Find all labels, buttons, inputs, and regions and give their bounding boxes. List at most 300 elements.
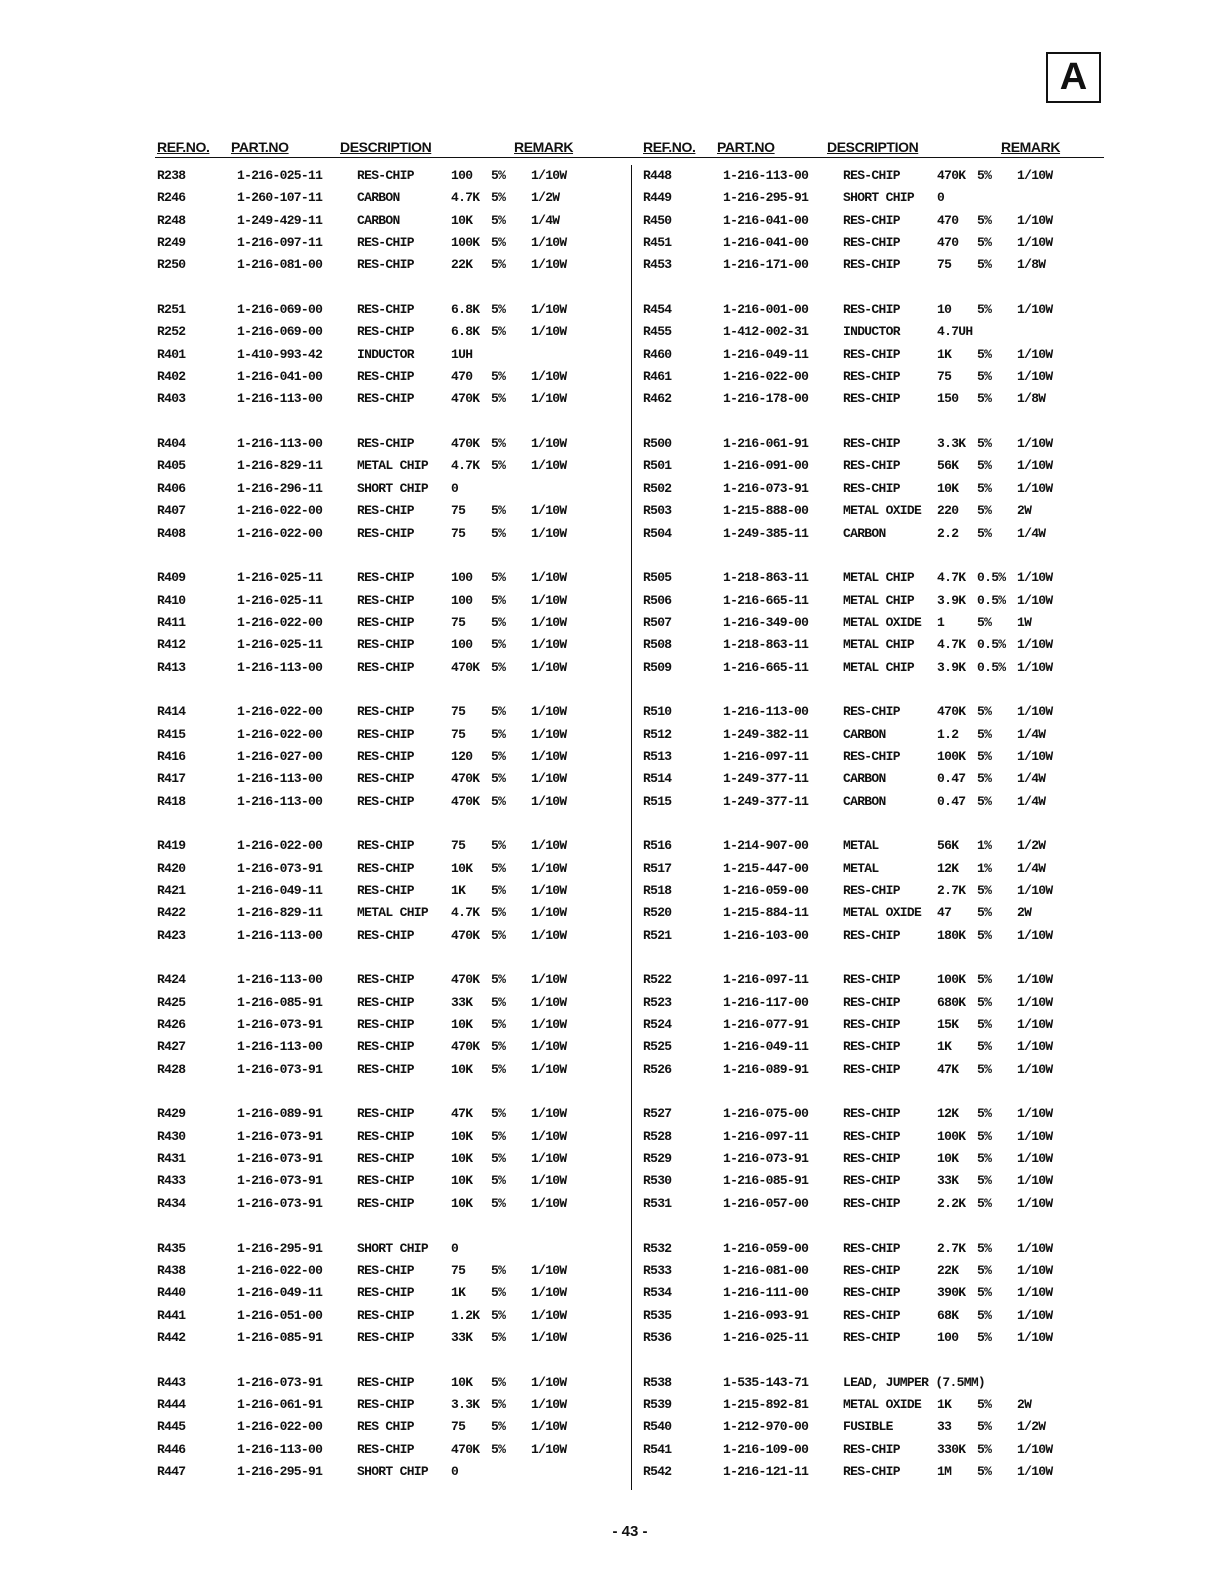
cell-tol: 0.5% xyxy=(977,570,1006,586)
cell-ref: R413 xyxy=(157,659,186,675)
cell-tol: 5% xyxy=(491,1329,506,1345)
cell-part: 1-218-863-11 xyxy=(723,570,809,586)
cell-part: 1-216-001-00 xyxy=(723,302,809,318)
cell-remark: 1/10W xyxy=(1017,570,1053,586)
cell-part: 1-216-109-00 xyxy=(723,1441,809,1457)
cell-tol: 5% xyxy=(491,793,506,809)
cell-desc: METAL OXIDE xyxy=(843,503,922,519)
cell-remark: 1/10W xyxy=(531,972,567,988)
cell-value: 150 xyxy=(937,391,959,407)
cell-ref: R407 xyxy=(157,503,186,519)
cell-tol: 5% xyxy=(977,480,992,496)
cell-value: 4.7UH xyxy=(937,324,973,340)
cell-desc: RES-CHIP xyxy=(357,637,414,653)
cell-desc: METAL CHIP xyxy=(843,637,915,653)
cell-value: 470K xyxy=(451,1039,480,1055)
cell-value: 100K xyxy=(937,1128,966,1144)
cell-part: 1-216-022-00 xyxy=(237,704,323,720)
cell-ref: R409 xyxy=(157,570,186,586)
cell-value: 1 xyxy=(937,614,945,630)
cell-tol: 5% xyxy=(977,726,992,742)
cell-desc: RES-CHIP xyxy=(357,1396,414,1412)
cell-value: 6.8K xyxy=(451,302,480,318)
cell-value: 390K xyxy=(937,1285,966,1301)
cell-remark: 1/10W xyxy=(1017,1173,1053,1189)
cell-value: 68K xyxy=(937,1307,959,1323)
cell-remark: 1/2W xyxy=(1017,838,1046,854)
cell-tol: 1% xyxy=(977,860,992,876)
cell-ref: R512 xyxy=(643,726,672,742)
cell-desc: RES-CHIP xyxy=(843,748,900,764)
cell-remark: 1/10W xyxy=(531,994,567,1010)
cell-remark: 1/4W xyxy=(1017,525,1046,541)
cell-value: 470K xyxy=(451,659,480,675)
cell-part: 1-216-349-00 xyxy=(723,614,809,630)
cell-value: 1K xyxy=(937,1039,952,1055)
cell-tol: 5% xyxy=(977,391,992,407)
cell-desc: RES-CHIP xyxy=(357,972,414,988)
cell-value: 10K xyxy=(451,1195,473,1211)
cell-tol: 5% xyxy=(977,614,992,630)
cell-part: 1-249-429-11 xyxy=(237,212,323,228)
cell-ref: R248 xyxy=(157,212,186,228)
cell-tol: 5% xyxy=(491,1396,506,1412)
cell-desc: RES-CHIP xyxy=(357,570,414,586)
cell-remark: 1/10W xyxy=(531,748,567,764)
cell-remark: 1/10W xyxy=(1017,637,1053,653)
cell-ref: R411 xyxy=(157,614,186,630)
page-section-badge: A xyxy=(1046,52,1101,103)
cell-value: 4.7K xyxy=(937,637,966,653)
cell-part: 1-216-075-00 xyxy=(723,1106,809,1122)
cell-value: 470K xyxy=(451,972,480,988)
cell-desc: RES-CHIP xyxy=(843,1463,900,1479)
cell-tol: 5% xyxy=(491,168,506,183)
cell-tol: 5% xyxy=(491,503,506,519)
cell-tol: 5% xyxy=(491,525,506,541)
cell-desc: CARBON xyxy=(357,190,400,206)
cell-ref: R505 xyxy=(643,570,672,586)
cell-value: 10K xyxy=(451,1128,473,1144)
cell-tol: 5% xyxy=(977,235,992,251)
cell-ref: R404 xyxy=(157,436,186,452)
cell-value: 0 xyxy=(451,480,459,496)
cell-ref: R538 xyxy=(643,1374,672,1390)
cell-remark: 1/10W xyxy=(531,905,567,921)
cell-ref: R502 xyxy=(643,480,672,496)
cell-desc: RES-CHIP xyxy=(843,257,900,273)
cell-tol: 5% xyxy=(977,346,992,362)
cell-value: 10K xyxy=(451,1173,473,1189)
cell-value: 22K xyxy=(937,1262,959,1278)
cell-tol: 5% xyxy=(977,1128,992,1144)
cell-ref: R406 xyxy=(157,480,186,496)
cell-ref: R414 xyxy=(157,704,186,720)
cell-desc: RES-CHIP xyxy=(843,1307,900,1323)
cell-ref: R250 xyxy=(157,257,186,273)
cell-value: 470K xyxy=(451,793,480,809)
cell-ref: R433 xyxy=(157,1173,186,1189)
cell-desc: RES-CHIP xyxy=(843,1329,900,1345)
cell-remark: 1/10W xyxy=(1017,748,1053,764)
cell-ref: R535 xyxy=(643,1307,672,1323)
cell-ref: R506 xyxy=(643,592,672,608)
cell-ref: R408 xyxy=(157,525,186,541)
cell-part: 1-216-085-91 xyxy=(237,1329,323,1345)
cell-desc: RES-CHIP xyxy=(357,793,414,809)
cell-tol: 5% xyxy=(491,1285,506,1301)
cell-ref: R501 xyxy=(643,458,672,474)
cell-ref: R523 xyxy=(643,994,672,1010)
cell-tol: 5% xyxy=(977,503,992,519)
cell-part: 1-215-892-81 xyxy=(723,1396,809,1412)
cell-remark: 1/10W xyxy=(1017,369,1053,385)
cell-tol: 5% xyxy=(491,994,506,1010)
cell-ref: R440 xyxy=(157,1285,186,1301)
cell-desc: RES-CHIP xyxy=(843,480,900,496)
cell-value: 4.7K xyxy=(937,570,966,586)
cell-ref: R448 xyxy=(643,168,672,183)
cell-desc: RES-CHIP xyxy=(357,592,414,608)
cell-value: 10K xyxy=(451,860,473,876)
cell-remark: 1/10W xyxy=(1017,302,1053,318)
cell-value: 470K xyxy=(937,168,966,183)
cell-remark: 1W xyxy=(1017,614,1032,630)
cell-tol: 5% xyxy=(977,302,992,318)
cell-value: 22K xyxy=(451,257,473,273)
cell-value: 470K xyxy=(451,436,480,452)
cell-tol: 5% xyxy=(491,1262,506,1278)
cell-ref: R416 xyxy=(157,748,186,764)
cell-value: 6.8K xyxy=(451,324,480,340)
cell-ref: R449 xyxy=(643,190,672,206)
cell-ref: R524 xyxy=(643,1017,672,1033)
cell-remark: 1/10W xyxy=(1017,592,1053,608)
cell-part: 1-216-121-11 xyxy=(723,1463,809,1479)
cell-tol: 5% xyxy=(977,1017,992,1033)
cell-ref: R454 xyxy=(643,302,672,318)
cell-ref: R445 xyxy=(157,1419,186,1435)
cell-tol: 5% xyxy=(491,1195,506,1211)
cell-tol: 1% xyxy=(977,838,992,854)
cell-ref: R508 xyxy=(643,637,672,653)
cell-desc: RES-CHIP xyxy=(357,168,414,183)
cell-remark: 1/4W xyxy=(531,212,560,228)
cell-part: 1-216-073-91 xyxy=(237,1128,323,1144)
cell-ref: R447 xyxy=(157,1463,186,1479)
cell-value: 0 xyxy=(937,190,945,206)
cell-part: 1-216-025-11 xyxy=(237,570,323,586)
cell-desc: RES-CHIP xyxy=(357,883,414,898)
cell-remark: 1/10W xyxy=(1017,1106,1053,1122)
cell-remark: 1/10W xyxy=(531,1106,567,1122)
cell-tol: 5% xyxy=(491,1374,506,1390)
cell-value: 56K xyxy=(937,838,959,854)
cell-ref: R525 xyxy=(643,1039,672,1055)
cell-ref: R521 xyxy=(643,927,672,943)
cell-part: 1-216-113-00 xyxy=(723,168,809,183)
cell-part: 1-216-022-00 xyxy=(237,726,323,742)
cell-remark: 1/10W xyxy=(1017,1262,1053,1278)
cell-desc: RES-CHIP xyxy=(843,1262,900,1278)
cell-remark: 1/10W xyxy=(1017,1463,1053,1479)
cell-tol: 5% xyxy=(491,614,506,630)
cell-tol: 5% xyxy=(491,637,506,653)
cell-value: 1.2K xyxy=(451,1307,480,1323)
cell-value: 75 xyxy=(937,369,952,385)
cell-remark: 2W xyxy=(1017,503,1032,519)
cell-remark: 1/10W xyxy=(531,1061,567,1077)
cell-ref: R500 xyxy=(643,436,672,452)
cell-ref: R427 xyxy=(157,1039,186,1055)
column-divider xyxy=(631,165,632,1490)
cell-ref: R536 xyxy=(643,1329,672,1345)
cell-value: 2.2K xyxy=(937,1195,966,1211)
cell-desc: RES-CHIP xyxy=(357,503,414,519)
cell-remark: 1/8W xyxy=(1017,257,1046,273)
cell-desc: RES-CHIP xyxy=(357,235,414,251)
cell-part: 1-216-022-00 xyxy=(237,1262,323,1278)
cell-tol: 5% xyxy=(977,1463,992,1479)
cell-ref: R503 xyxy=(643,503,672,519)
header-left-remark: REMARK xyxy=(514,139,574,155)
cell-desc: SHORT CHIP xyxy=(357,1463,429,1479)
cell-remark: 1/10W xyxy=(531,1419,567,1435)
cell-tol: 5% xyxy=(491,659,506,675)
cell-ref: R421 xyxy=(157,883,186,898)
cell-tol: 5% xyxy=(491,927,506,943)
cell-part: 1-216-295-91 xyxy=(237,1240,323,1256)
cell-part: 1-216-025-11 xyxy=(237,637,323,653)
cell-ref: R430 xyxy=(157,1128,186,1144)
cell-ref: R504 xyxy=(643,525,672,541)
cell-tol: 5% xyxy=(977,972,992,988)
cell-tol: 5% xyxy=(491,458,506,474)
cell-desc: RES CHIP xyxy=(357,1419,414,1435)
cell-remark: 1/10W xyxy=(531,168,567,183)
cell-part: 1-216-295-91 xyxy=(237,1463,323,1479)
cell-desc: CARBON xyxy=(843,726,886,742)
cell-ref: R442 xyxy=(157,1329,186,1345)
cell-part: 1-216-073-91 xyxy=(237,1173,323,1189)
cell-remark: 1/10W xyxy=(531,1329,567,1345)
cell-part: 1-216-022-00 xyxy=(237,1419,323,1435)
cell-tol: 5% xyxy=(977,793,992,809)
cell-part: 1-216-097-11 xyxy=(723,972,809,988)
cell-remark: 1/10W xyxy=(1017,1441,1053,1457)
cell-value: 470K xyxy=(451,771,480,787)
cell-ref: R515 xyxy=(643,793,672,809)
cell-desc: RES-CHIP xyxy=(843,1039,900,1055)
cell-remark: 1/10W xyxy=(1017,972,1053,988)
cell-tol: 0.5% xyxy=(977,659,1006,675)
cell-desc: RES-CHIP xyxy=(357,436,414,452)
cell-tol: 5% xyxy=(977,1419,992,1435)
cell-value: 75 xyxy=(451,704,466,720)
cell-part: 1-216-829-11 xyxy=(237,905,323,921)
cell-value: 0.47 xyxy=(937,771,966,787)
cell-part: 1-216-097-11 xyxy=(723,1128,809,1144)
cell-ref: R410 xyxy=(157,592,186,608)
cell-desc: RES-CHIP xyxy=(843,972,900,988)
cell-desc: RES-CHIP xyxy=(843,704,900,720)
cell-part: 1-216-051-00 xyxy=(237,1307,323,1323)
cell-desc: RES-CHIP xyxy=(357,860,414,876)
cell-part: 1-212-970-00 xyxy=(723,1419,809,1435)
cell-part: 1-216-113-00 xyxy=(237,659,323,675)
cell-value: 10 xyxy=(937,302,952,318)
cell-desc: METAL CHIP xyxy=(357,905,429,921)
cell-desc: RES-CHIP xyxy=(357,1285,414,1301)
cell-tol: 5% xyxy=(491,257,506,273)
cell-desc: METAL OXIDE xyxy=(843,1396,922,1412)
cell-ref: R424 xyxy=(157,972,186,988)
cell-value: 330K xyxy=(937,1441,966,1457)
cell-remark: 1/10W xyxy=(1017,480,1053,496)
cell-value: 10K xyxy=(937,1151,959,1167)
cell-tol: 5% xyxy=(491,1419,506,1435)
cell-part: 1-216-081-00 xyxy=(723,1262,809,1278)
cell-value: 470K xyxy=(451,1441,480,1457)
cell-tol: 5% xyxy=(491,1106,506,1122)
cell-part: 1-216-113-00 xyxy=(237,771,323,787)
cell-desc: RES-CHIP xyxy=(357,838,414,854)
cell-desc: LEAD, JUMPER (7.5MM) xyxy=(843,1374,986,1390)
cell-value: 56K xyxy=(937,458,959,474)
cell-tol: 5% xyxy=(491,860,506,876)
cell-remark: 1/10W xyxy=(1017,1151,1053,1167)
cell-part: 1-215-447-00 xyxy=(723,860,809,876)
cell-remark: 1/10W xyxy=(531,324,567,340)
cell-remark: 1/10W xyxy=(1017,1128,1053,1144)
cell-value: 100K xyxy=(937,972,966,988)
cell-remark: 1/10W xyxy=(1017,1329,1053,1345)
cell-remark: 1/10W xyxy=(1017,346,1053,362)
cell-desc: RES-CHIP xyxy=(843,1017,900,1033)
cell-value: 680K xyxy=(937,994,966,1010)
cell-tol: 5% xyxy=(977,1396,992,1412)
cell-ref: R534 xyxy=(643,1285,672,1301)
cell-ref: R251 xyxy=(157,302,186,318)
cell-tol: 0.5% xyxy=(977,592,1006,608)
cell-value: 10K xyxy=(451,212,473,228)
cell-ref: R428 xyxy=(157,1061,186,1077)
cell-part: 1-216-073-91 xyxy=(237,1151,323,1167)
cell-value: 47K xyxy=(937,1061,959,1077)
cell-ref: R422 xyxy=(157,905,186,921)
cell-tol: 5% xyxy=(491,1151,506,1167)
cell-desc: RES-CHIP xyxy=(357,748,414,764)
cell-desc: RES-CHIP xyxy=(843,391,900,407)
cell-tol: 5% xyxy=(491,771,506,787)
cell-ref: R462 xyxy=(643,391,672,407)
cell-desc: METAL xyxy=(843,838,879,854)
cell-tol: 5% xyxy=(977,1195,992,1211)
cell-tol: 5% xyxy=(491,726,506,742)
cell-remark: 1/4W xyxy=(1017,793,1046,809)
cell-part: 1-216-117-00 xyxy=(723,994,809,1010)
cell-ref: R533 xyxy=(643,1262,672,1278)
cell-part: 1-216-295-91 xyxy=(723,190,809,206)
cell-tol: 5% xyxy=(977,1441,992,1457)
cell-part: 1-249-385-11 xyxy=(723,525,809,541)
cell-desc: INDUCTOR xyxy=(843,324,900,340)
cell-value: 3.3K xyxy=(451,1396,480,1412)
cell-remark: 1/10W xyxy=(1017,659,1053,675)
cell-part: 1-216-049-11 xyxy=(723,1039,809,1055)
cell-desc: RES-CHIP xyxy=(357,614,414,630)
cell-value: 0 xyxy=(451,1240,459,1256)
cell-desc: RES-CHIP xyxy=(357,1039,414,1055)
cell-desc: RES-CHIP xyxy=(357,771,414,787)
cell-desc: RES-CHIP xyxy=(357,1441,414,1457)
cell-tol: 5% xyxy=(977,1240,992,1256)
cell-desc: RES-CHIP xyxy=(843,346,900,362)
cell-part: 1-216-665-11 xyxy=(723,592,809,608)
cell-part: 1-216-111-00 xyxy=(723,1285,809,1301)
cell-tol: 5% xyxy=(491,1173,506,1189)
cell-remark: 1/10W xyxy=(531,302,567,318)
cell-value: 4.7K xyxy=(451,458,480,474)
cell-value: 10K xyxy=(937,480,959,496)
cell-desc: RES-CHIP xyxy=(843,1285,900,1301)
cell-desc: CARBON xyxy=(357,212,400,228)
cell-desc: RES-CHIP xyxy=(843,168,900,183)
cell-value: 0 xyxy=(451,1463,459,1479)
cell-ref: R249 xyxy=(157,235,186,251)
cell-desc: RES-CHIP xyxy=(357,1173,414,1189)
cell-value: 2.7K xyxy=(937,1240,966,1256)
cell-tol: 5% xyxy=(491,302,506,318)
cell-part: 1-216-085-91 xyxy=(723,1173,809,1189)
cell-tol: 5% xyxy=(977,1329,992,1345)
cell-value: 75 xyxy=(451,838,466,854)
cell-remark: 1/10W xyxy=(531,570,567,586)
cell-ref: R444 xyxy=(157,1396,186,1412)
cell-part: 1-214-907-00 xyxy=(723,838,809,854)
cell-tol: 5% xyxy=(977,1285,992,1301)
cell-ref: R513 xyxy=(643,748,672,764)
cell-tol: 5% xyxy=(977,436,992,452)
cell-desc: SHORT CHIP xyxy=(843,190,915,206)
cell-value: 1UH xyxy=(451,346,473,362)
cell-ref: R453 xyxy=(643,257,672,273)
cell-remark: 1/10W xyxy=(531,1285,567,1301)
cell-tol: 5% xyxy=(491,1039,506,1055)
cell-desc: RES-CHIP xyxy=(843,994,900,1010)
cell-desc: RES-CHIP xyxy=(843,1240,900,1256)
cell-part: 1-535-143-71 xyxy=(723,1374,809,1390)
cell-ref: R522 xyxy=(643,972,672,988)
cell-desc: RES-CHIP xyxy=(357,704,414,720)
cell-value: 470K xyxy=(937,704,966,720)
cell-ref: R238 xyxy=(157,168,186,183)
cell-remark: 2W xyxy=(1017,1396,1032,1412)
cell-remark: 1/10W xyxy=(531,771,567,787)
cell-ref: R507 xyxy=(643,614,672,630)
cell-ref: R441 xyxy=(157,1307,186,1323)
cell-ref: R246 xyxy=(157,190,186,206)
cell-tol: 5% xyxy=(491,1307,506,1323)
cell-remark: 1/2W xyxy=(1017,1419,1046,1435)
cell-tol: 5% xyxy=(977,704,992,720)
cell-part: 1-216-025-11 xyxy=(237,592,323,608)
cell-tol: 5% xyxy=(977,168,992,183)
cell-part: 1-216-022-00 xyxy=(237,525,323,541)
cell-part: 1-249-377-11 xyxy=(723,771,809,787)
cell-value: 470K xyxy=(451,391,480,407)
cell-ref: R426 xyxy=(157,1017,186,1033)
